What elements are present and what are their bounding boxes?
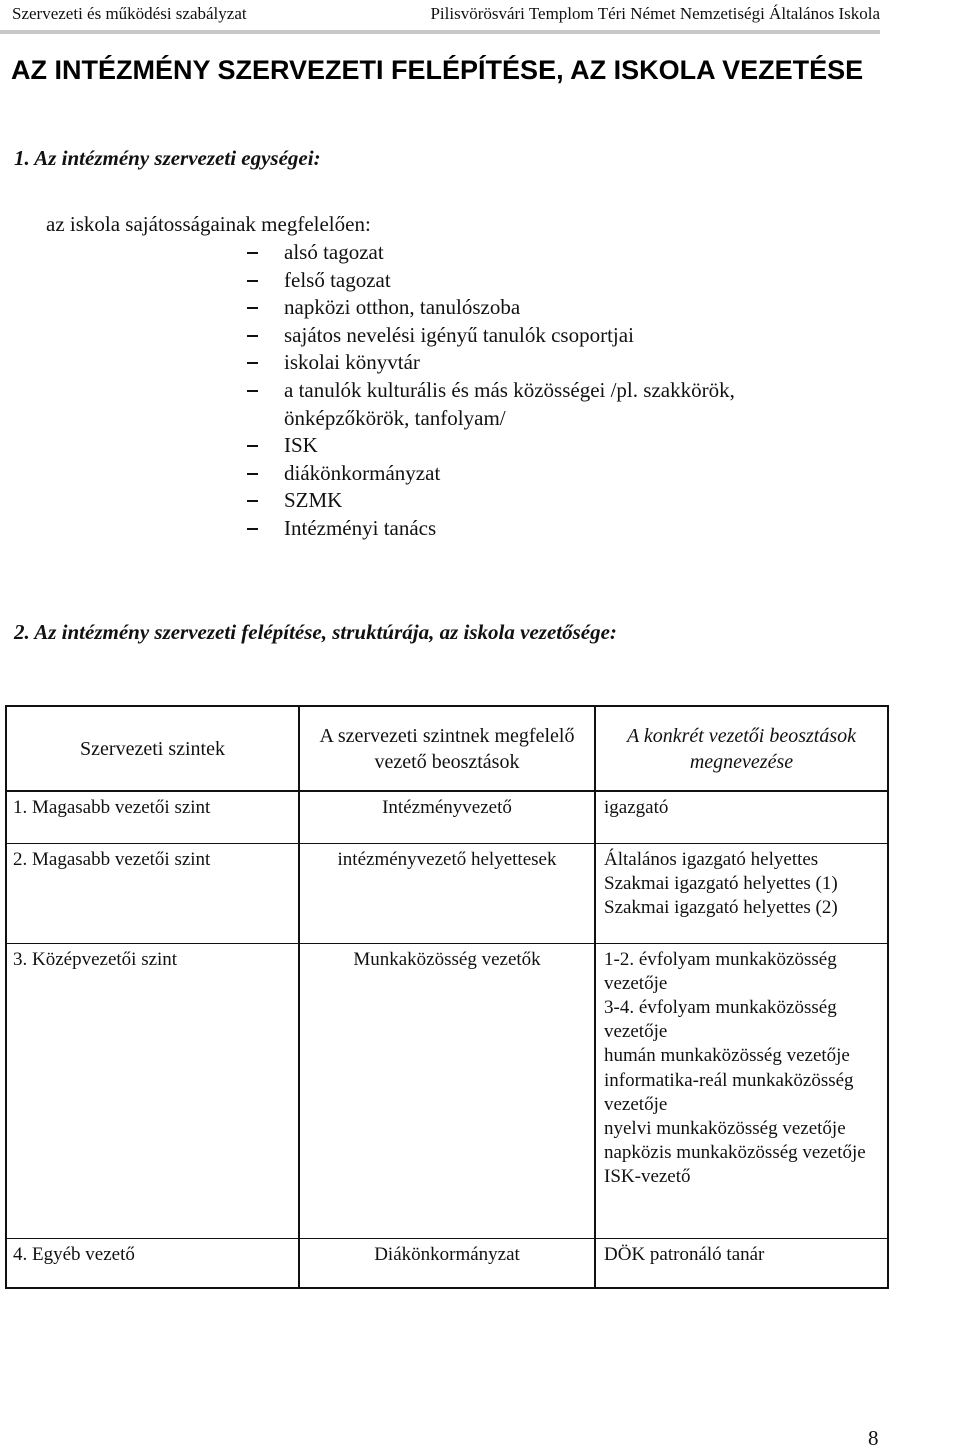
- position-name: Szakmai igazgató helyettes (2): [604, 896, 838, 918]
- dash-bullet-icon: [247, 362, 258, 364]
- position-name: Általános igazgató helyettes: [604, 848, 819, 870]
- header-document-name: Szervezeti és működési szabályzat: [12, 4, 247, 23]
- list-item-label: iskolai könyvtár: [284, 350, 420, 375]
- page-number: 8: [868, 1426, 879, 1450]
- list-item: [0, 460, 804, 488]
- position-cell: intézményvezető helyettesek: [299, 843, 595, 943]
- dash-bullet-icon: [247, 252, 258, 254]
- list-item-label: felső tagozat: [284, 267, 391, 292]
- position-name: humán munkaközösség vezetője: [604, 1045, 850, 1067]
- dash-bullet-icon: [247, 473, 258, 475]
- list-item-label: ISK: [284, 433, 318, 458]
- section-1-heading: 1. Az intézmény szervezeti egységei:: [14, 146, 321, 170]
- position-name: 3-4. évfolyam munkaközösség vezetője: [604, 996, 837, 1043]
- section-2-heading: 2. Az intézmény szervezeti felépítése, struktúrája, az iskola vezetősége:: [14, 620, 617, 644]
- list-item-label: SZMK: [284, 488, 343, 513]
- list-item: [0, 322, 804, 350]
- position-cell: Diákönkormányzat: [299, 1238, 595, 1288]
- list-item-label: napközi otthon, tanulószoba: [284, 295, 521, 320]
- position-name: nyelvi munkaközösség vezetője: [604, 1117, 846, 1139]
- table-row: [6, 1238, 888, 1288]
- page-title: AZ INTÉZMÉNY SZERVEZETI FELÉPÍTÉSE, AZ ISKOLA VEZETÉSE: [11, 55, 864, 85]
- list-item: [0, 349, 804, 377]
- section-1-intro: az iskola sajátosságainak megfelelően:: [46, 212, 371, 236]
- dash-bullet-icon: [247, 390, 258, 392]
- list-item: [0, 487, 804, 515]
- level-cell: 2. Magasabb vezetői szint: [6, 843, 299, 943]
- list-item-label: diákönkormányzat: [284, 460, 441, 485]
- header-school-name: Pilisvörösvári Templom Téri Német Nemzetiségi Általános Iskola: [430, 4, 880, 23]
- position-name: ISK-vezető: [604, 1166, 691, 1188]
- table-header-row: [6, 706, 888, 791]
- dash-bullet-icon: [247, 500, 258, 502]
- table-row: [6, 843, 888, 943]
- position-cell: Munkaközösség vezetők: [299, 943, 595, 1238]
- column-header-positions: A szervezeti szintnek megfelelő vezető beosztások: [299, 706, 595, 791]
- position-names-cell: [595, 791, 888, 843]
- column-header-levels: Szervezeti szintek: [6, 706, 299, 791]
- position-name: Szakmai igazgató helyettes (1): [604, 872, 838, 894]
- table-row: [6, 943, 888, 1238]
- list-item: [0, 267, 804, 295]
- leadership-structure-table: [5, 705, 889, 1289]
- page-header: [0, 0, 880, 34]
- dash-bullet-icon: [247, 307, 258, 309]
- table-row: [6, 791, 888, 843]
- list-item-label: Intézményi tanács: [284, 515, 437, 540]
- position-name: DÖK patronáló tanár: [604, 1243, 765, 1265]
- level-cell: 1. Magasabb vezetői szint: [6, 791, 299, 843]
- position-name: napközis munkaközösség vezetője: [604, 1142, 866, 1164]
- dash-bullet-icon: [247, 528, 258, 530]
- list-item: [0, 294, 804, 322]
- dash-bullet-icon: [247, 280, 258, 282]
- level-cell: 3. Középvezetői szint: [6, 943, 299, 1238]
- position-names-cell: [595, 1238, 888, 1288]
- position-names-cell: [595, 843, 888, 943]
- position-names-cell: [595, 943, 888, 1238]
- position-name: 1-2. évfolyam munkaközösség vezetője: [604, 948, 837, 994]
- list-item: [0, 239, 804, 267]
- dash-bullet-icon: [247, 335, 258, 337]
- position-name: igazgató: [604, 797, 669, 818]
- position-cell: Intézményvezető: [299, 791, 595, 843]
- list-item-label: sajátos nevelési igényű tanulók csoportjai: [284, 322, 634, 347]
- list-item: [0, 377, 804, 432]
- column-header-position-names: A konkrét vezetői beosztások megnevezése: [595, 706, 888, 791]
- list-item: [0, 515, 804, 543]
- list-item: [0, 432, 804, 460]
- organizational-units-list: [0, 239, 804, 543]
- list-item-label: a tanulók kulturális és más közösségei /pl. szakkörök, önképzőkörök, tanfolyam/: [284, 377, 735, 430]
- list-item-label: alsó tagozat: [284, 240, 384, 264]
- level-cell: 4. Egyéb vezető: [6, 1238, 299, 1288]
- position-name: informatika-reál munkaközösség vezetője: [604, 1069, 854, 1115]
- dash-bullet-icon: [247, 445, 258, 447]
